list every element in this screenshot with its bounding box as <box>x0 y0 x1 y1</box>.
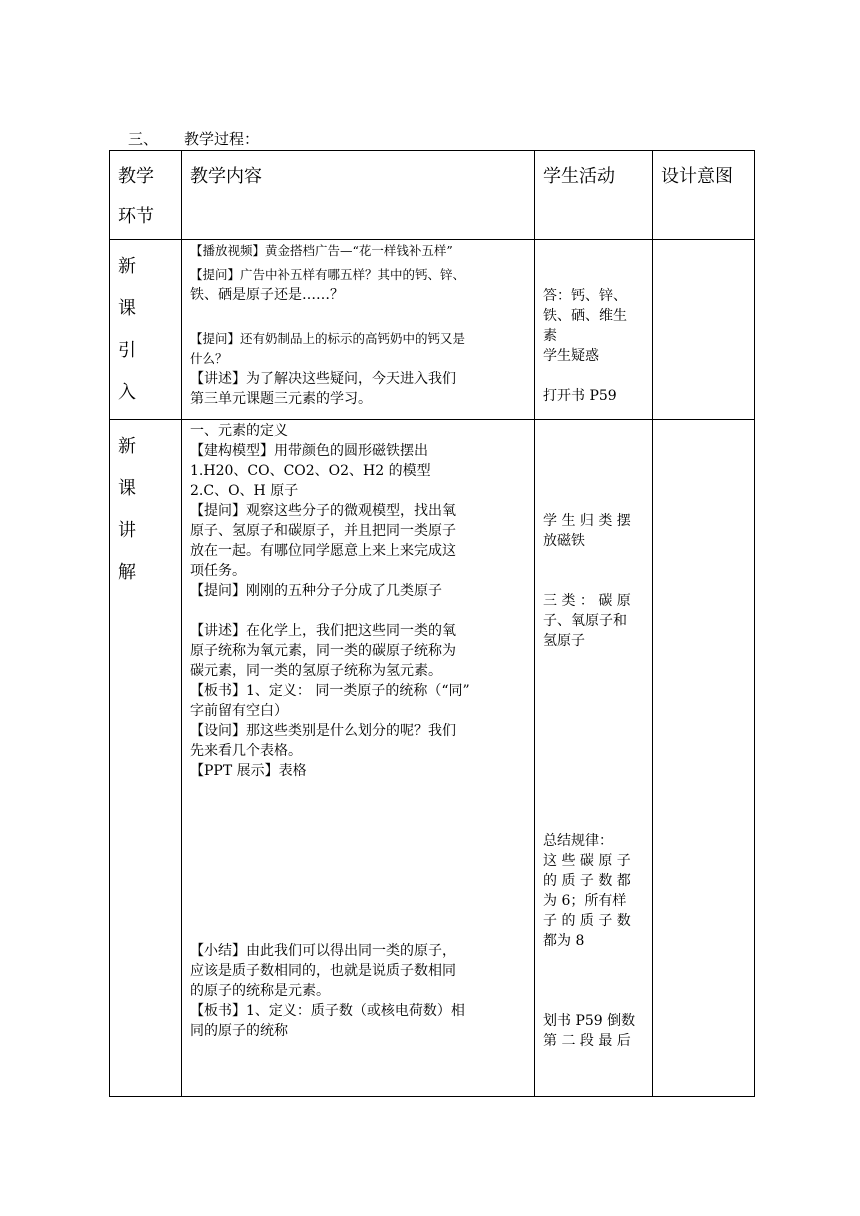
header-stage-line: 教学 <box>118 166 154 187</box>
content-line: 【提问】广告中补五样有哪五样？其中的钙、锌、 <box>190 267 466 282</box>
activity-line: 氢原子 <box>543 633 585 649</box>
content-line: 2.C、O、H 原子 <box>190 483 299 499</box>
content-line: 应该是质子数相同的，也就是说质子数相同 <box>190 963 456 979</box>
header-stage <box>110 151 182 240</box>
content-line: 碳元素，同一类的氢原子统称为氢元素。 <box>190 663 442 679</box>
content-line: 第三单元课题三元素的学习。 <box>190 391 372 407</box>
intent-intro <box>653 240 755 420</box>
header-row <box>110 151 755 240</box>
content-line: 一、元素的定义 <box>190 423 288 439</box>
header-intent: 设计意图 <box>653 151 755 240</box>
content-line: 1.H20、CO、CO2、O2、H2 的模型 <box>190 463 431 479</box>
content-line: 【讲述】为了解决这些疑问，今天进入我们 <box>190 371 456 387</box>
activity-line: 答：钙、锌、 <box>543 288 627 304</box>
section-number: 三、 <box>128 130 159 148</box>
content-line: 【小结】由此我们可以得出同一类的原子， <box>190 943 456 959</box>
content-line: 什么？ <box>190 351 228 366</box>
stage-char: 解 <box>118 562 136 583</box>
content-line: 【提问】观察这些分子的微观模型，找出氧 <box>190 503 456 519</box>
activity-line: 学 生 归 类 摆 <box>543 513 631 529</box>
section-heading <box>128 128 259 149</box>
content-lecture <box>182 420 535 1097</box>
content-line: 【播放视频】黄金搭档广告—“花一样钱补五样” <box>190 243 453 258</box>
stage-lecture <box>110 420 182 1097</box>
activity-line: 放磁铁 <box>543 533 585 549</box>
activity-line: 总结规律： <box>543 833 613 849</box>
stage-char: 引 <box>118 340 136 361</box>
activity-line: 这 些 碳 原 子 <box>543 853 631 869</box>
activity-line: 子 的 质 子 数 <box>543 913 631 929</box>
activity-line: 划书 P59 倒数 <box>543 1013 636 1029</box>
header-content: 教学内容 <box>182 151 535 240</box>
content-line: 原子统称为氧元素，同一类的碳原子统称为 <box>190 643 456 659</box>
content-line: 【提问】还有奶制品上的标示的高钙奶中的钙又是 <box>190 331 466 346</box>
activity-intro <box>535 240 653 420</box>
content-line: 项任务。 <box>190 563 246 579</box>
content-line: 先来看几个表格。 <box>190 743 302 759</box>
content-line: 字前留有空白） <box>190 703 288 719</box>
activity-lecture <box>535 420 653 1097</box>
content-intro <box>182 240 535 420</box>
stage-char: 新 <box>118 436 136 457</box>
activity-line: 都为 8 <box>543 933 585 949</box>
activity-line: 铁、硒、维生 <box>543 308 627 324</box>
stage-intro <box>110 240 182 420</box>
content-line: 【提问】刚刚的五种分子分成了几类原子 <box>190 583 442 599</box>
content-line: 【设问】那这些类别是什么划分的呢？我们 <box>190 723 456 739</box>
activity-line: 三 类 ： 碳 原 <box>543 593 631 609</box>
activity-line: 为 6；所有样 <box>543 893 627 909</box>
row-intro <box>110 240 755 420</box>
content-line: 铁、硒是原子还是……？ <box>190 287 344 303</box>
row-lecture <box>110 420 755 1097</box>
activity-line: 的 质 子 数 都 <box>543 873 631 889</box>
activity-line: 子、氧原子和 <box>543 613 627 629</box>
content-line: 同的原子的统称 <box>190 1023 288 1039</box>
content-line: 原子、氢原子和碳原子，并且把同一类原子 <box>190 523 456 539</box>
stage-char: 入 <box>118 382 136 403</box>
content-line: 放在一起。有哪位同学愿意上来上来完成这 <box>190 543 456 559</box>
content-line: 的原子的统称是元素。 <box>190 983 330 999</box>
teaching-process-table <box>109 150 755 1097</box>
content-line: 【讲述】在化学上，我们把这些同一类的氧 <box>190 623 456 639</box>
stage-char: 讲 <box>118 520 136 541</box>
stage-char: 新 <box>118 256 136 277</box>
section-title: 教学过程： <box>184 130 260 148</box>
activity-line: 第 二 段 最 后 <box>543 1033 631 1049</box>
content-line: 【板书】1、定义： 同一类原子的统称（“同” <box>190 683 470 699</box>
content-line: 【板书】1、定义：质子数（或核电荷数）相 <box>190 1003 465 1019</box>
activity-line: 学生疑惑 <box>543 348 599 364</box>
activity-line: 素 <box>543 328 557 344</box>
header-activity: 学生活动 <box>535 151 653 240</box>
header-stage-line: 环节 <box>118 206 154 227</box>
intent-lecture <box>653 420 755 1097</box>
stage-char: 课 <box>118 478 136 499</box>
activity-line: 打开书 P59 <box>543 388 617 404</box>
stage-char: 课 <box>118 298 136 319</box>
content-line: 【PPT 展示】表格 <box>190 763 307 779</box>
content-line: 【建构模型】用带颜色的圆形磁铁摆出 <box>190 443 428 459</box>
